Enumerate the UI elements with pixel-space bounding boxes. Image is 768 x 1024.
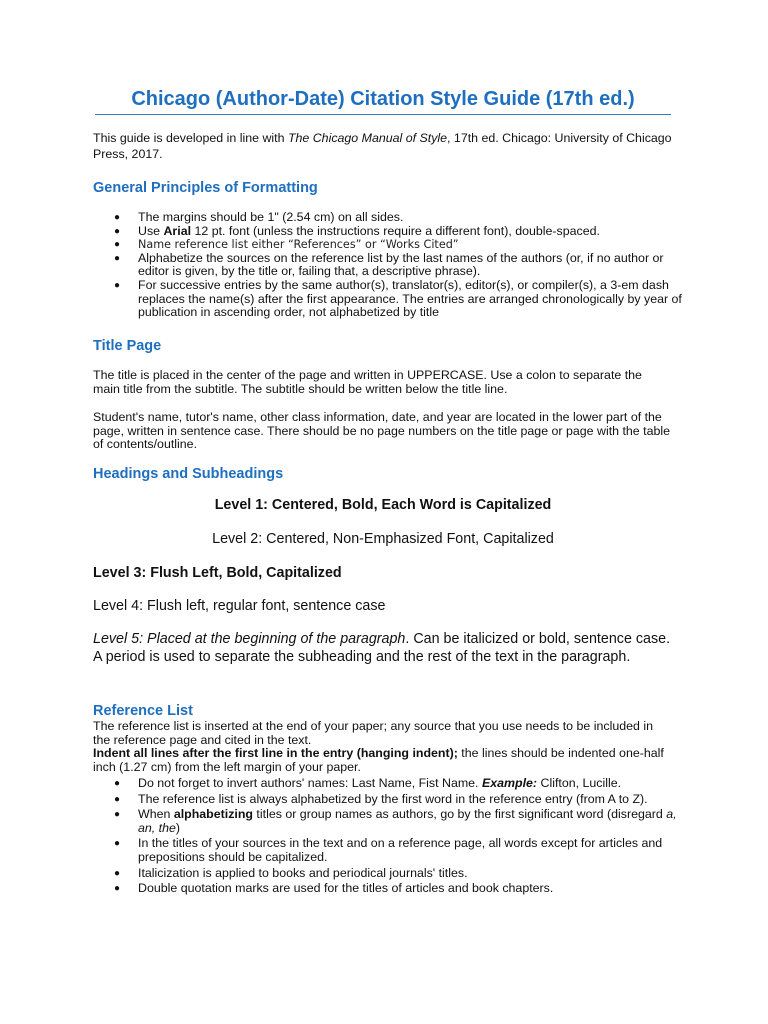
reference-list-rules xyxy=(93,777,683,898)
bullet-icon: ● xyxy=(114,279,121,291)
title-page-paragraph-1: The title is placed in the center of the page and written in UPPERCASE. Use a colon to separate the main title from the subtitle. The subtitle should be written below the title line. xyxy=(93,368,642,396)
bullet-icon: ● xyxy=(114,838,121,850)
bullet-icon: ● xyxy=(114,867,121,879)
bullet-icon: ● xyxy=(114,212,121,223)
heading-general-principles: General Principles of Formatting xyxy=(93,180,318,196)
list-item: ● Alphabetize the sources on the reference list by the last names of the authors (or, if no author or editor is given, by the title or, failing that, a descriptive phrase). xyxy=(114,250,664,279)
intro-book-title: The Chicago Manual of Style xyxy=(287,131,448,145)
reference-list-intro xyxy=(93,720,673,774)
heading-title-page: Title Page xyxy=(93,338,162,354)
heading-level-1-example: Level 1: Centered, Bold, Each Word is Capitalized xyxy=(214,497,552,513)
title-underline xyxy=(95,114,671,115)
bullet-icon: ● xyxy=(114,809,121,821)
bullet-icon: ● xyxy=(114,793,121,805)
bullet-icon: ● xyxy=(114,883,121,895)
reference-paragraph-1: The reference list is inserted at the end of your paper; any source that you use needs to be included in the reference page and cited in the text. xyxy=(93,719,653,747)
heading-headings-subheadings: Headings and Subheadings xyxy=(93,466,284,482)
bullet-icon: ● xyxy=(114,225,121,237)
list-item: ● Italicization is applied to books and periodical journals' titles. xyxy=(114,865,468,880)
list-item: ● Do not forget to invert authors' names: Last Name, Fist Name. Example: Clifton, Lucille. xyxy=(114,776,622,790)
general-principles-list xyxy=(93,211,693,320)
bullet-icon: ● xyxy=(114,239,121,251)
list-item: ● Use Arial 12 pt. font (unless the instructions require a different font), double-spaced. xyxy=(114,223,600,238)
list-item: ● Double quotation marks are used for the titles of articles and book chapters. xyxy=(114,881,554,896)
list-item: ● In the titles of your sources in the text and on a reference page, all words except for articles and prepositions should be capitalized. xyxy=(114,836,663,864)
bullet-icon: ● xyxy=(114,778,121,789)
intro-pre: This guide is developed in line with xyxy=(93,131,288,145)
list-item: ● When alphabetizing titles or group names as authors, go by the first significant word (disregard a, an, the) xyxy=(114,807,677,835)
intro-paragraph xyxy=(93,130,673,162)
heading-level-3-example: Level 3: Flush Left, Bold, Capitalized xyxy=(93,565,342,581)
list-item: ● The reference list is always alphabetized by the first word in the reference entry (from A to Z). xyxy=(114,791,648,806)
heading-level-4-example: Level 4: Flush left, regular font, sentence case xyxy=(93,598,386,614)
intro-post: , 17th ed. Chicago: University of Chicago Press, 2017. xyxy=(93,131,672,161)
heading-reference-list: Reference List xyxy=(93,703,193,719)
bullet-icon: ● xyxy=(114,252,121,264)
list-item: ● Name reference list either “References” or “Works Cited” xyxy=(114,238,459,252)
list-item: ● For successive entries by the same author(s), translator(s), editor(s), or compiler(s), a 3-em dash replaces the name(s) after the first appearance. The entries are arranged chronologically by year of publication in ascending order, not alphabetized by title xyxy=(114,277,682,320)
title-page-paragraph-2: Student's name, tutor's name, other class information, date, and year are located in the lower part of the page, written in sentence case. There should be no page numbers on the title page or page with the table of contents/outline. xyxy=(93,410,671,452)
document-title: Chicago (Author-Date) Citation Style Guide (17th ed.) xyxy=(131,88,635,110)
heading-level-5-example: Level 5: Placed at the beginning of the paragraph. Can be italicized or bold, sentence case. A period is used to separate the subheading and the rest of the text in the paragraph. xyxy=(93,631,671,665)
reference-paragraph-2: Indent all lines after the first line in the entry (hanging indent); the lines should be indented one-half inch (1.27 cm) from the left margin of your paper. xyxy=(93,746,664,774)
list-item: ● The margins should be 1" (2.54 cm) on all sides. xyxy=(114,210,404,224)
heading-level-2-example: Level 2: Centered, Non-Emphasized Font, Capitalized xyxy=(212,531,554,547)
